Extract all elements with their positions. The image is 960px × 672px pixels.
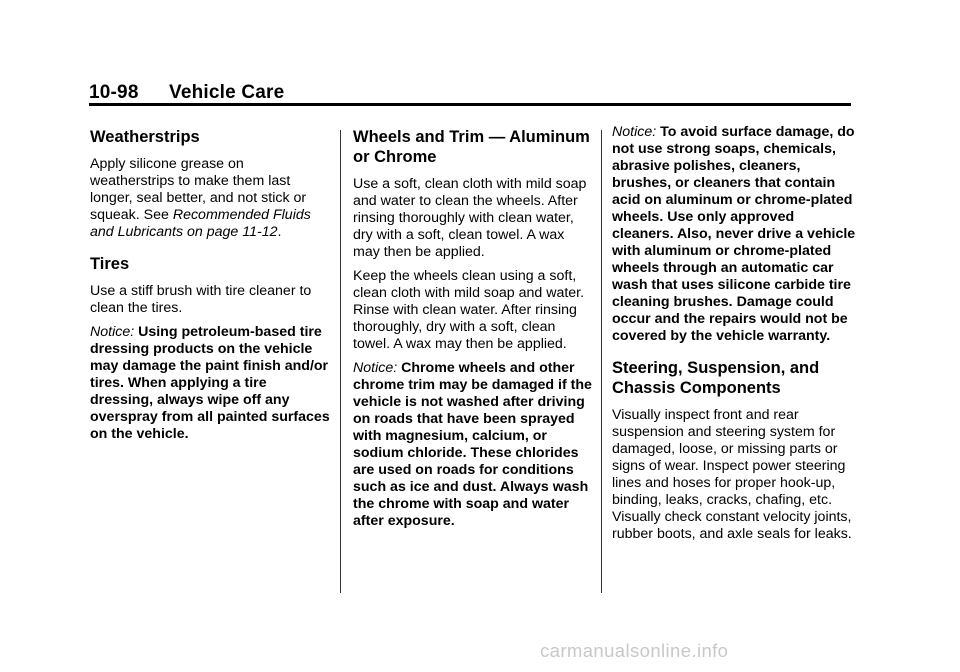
notice-label: Notice: [90,324,135,340]
notice-label: Notice: [612,124,657,140]
tires-notice [90,324,330,443]
steering-heading: Steering, Suspension, and Chassis Components [612,359,820,397]
wheels-paragraph-2: Keep the wheels clean using a soft, clean cloth with mild soap and water. Rinse with clean water. After rinsing thoroughly, dry with a soft, clean towel. A wax may then be applied. [353,268,585,352]
page-number: 10-98 [89,82,139,103]
column-right [612,124,857,550]
header-rule [89,103,851,106]
wheels-notice [353,360,593,530]
section-title: Vehicle Care [169,82,285,103]
page-header [89,82,284,104]
weatherstrips-end: . [277,224,282,240]
column-divider [340,130,341,593]
notice-text: Using petroleum-based tire dressing products on the vehicle may damage the paint finish and/or tires. When applying a tire dressing, always wipe off any overspray from all painted surfaces on the vehicle. [90,324,330,442]
fluids-reference-link[interactable]: Recommended Fluids and Lubricants on page 11-12 [90,207,311,240]
notice-text: To avoid surface damage, do not use strong soaps, chemicals, abrasive polishes, cleaners, brushes, or cleaners that contain acid on aluminum or chrome-plated wheels. Use only approved cleaners. Also, never drive a vehicle with aluminum or chrome-plated wheels through an automatic car wash that uses silicone carbide tire cleaning brushes. Damage could occur and the repairs would not be covered by the vehicle warranty. [612,124,856,344]
weatherstrips-paragraph [90,156,330,241]
tires-paragraph: Use a stiff brush with tire cleaner to clean the tires. [90,283,312,316]
column-left [90,127,330,450]
notice-label: Notice: [353,360,398,376]
wheels-heading: Wheels and Trim — Aluminum or Chrome [353,128,590,166]
wheels-notice-2 [612,124,857,345]
weatherstrips-text: Apply silicone grease on weatherstrips to make them last longer, seal better, and not stick or squeak. See [90,156,307,223]
column-middle [353,127,593,537]
watermark: carmanualsonline.info [540,640,729,661]
wheels-paragraph-1: Use a soft, clean cloth with mild soap and water to clean the wheels. After rinsing thoroughly with clean water, dry with a soft, clean towel. A wax may then be applied. [353,176,587,260]
column-divider [601,130,602,593]
tires-heading: Tires [90,255,130,273]
weatherstrips-heading: Weatherstrips [90,128,200,146]
steering-paragraph: Visually inspect front and rear suspension and steering system for damaged, loose, or missing parts or signs of wear. Inspect power steering lines and hoses for proper hook-up, binding, leaks, cracks, chafing, etc. Visually check constant velocity joints, rubber boots, and axle seals for leaks. [612,407,852,542]
notice-text: Chrome wheels and other chrome trim may be damaged if the vehicle is not washed after driving on roads that have been sprayed with magnesium, calcium, or sodium chloride. These chlorides are used on roads for conditions such as ice and dust. Always wash the chrome with soap and water after exposure. [353,360,592,529]
